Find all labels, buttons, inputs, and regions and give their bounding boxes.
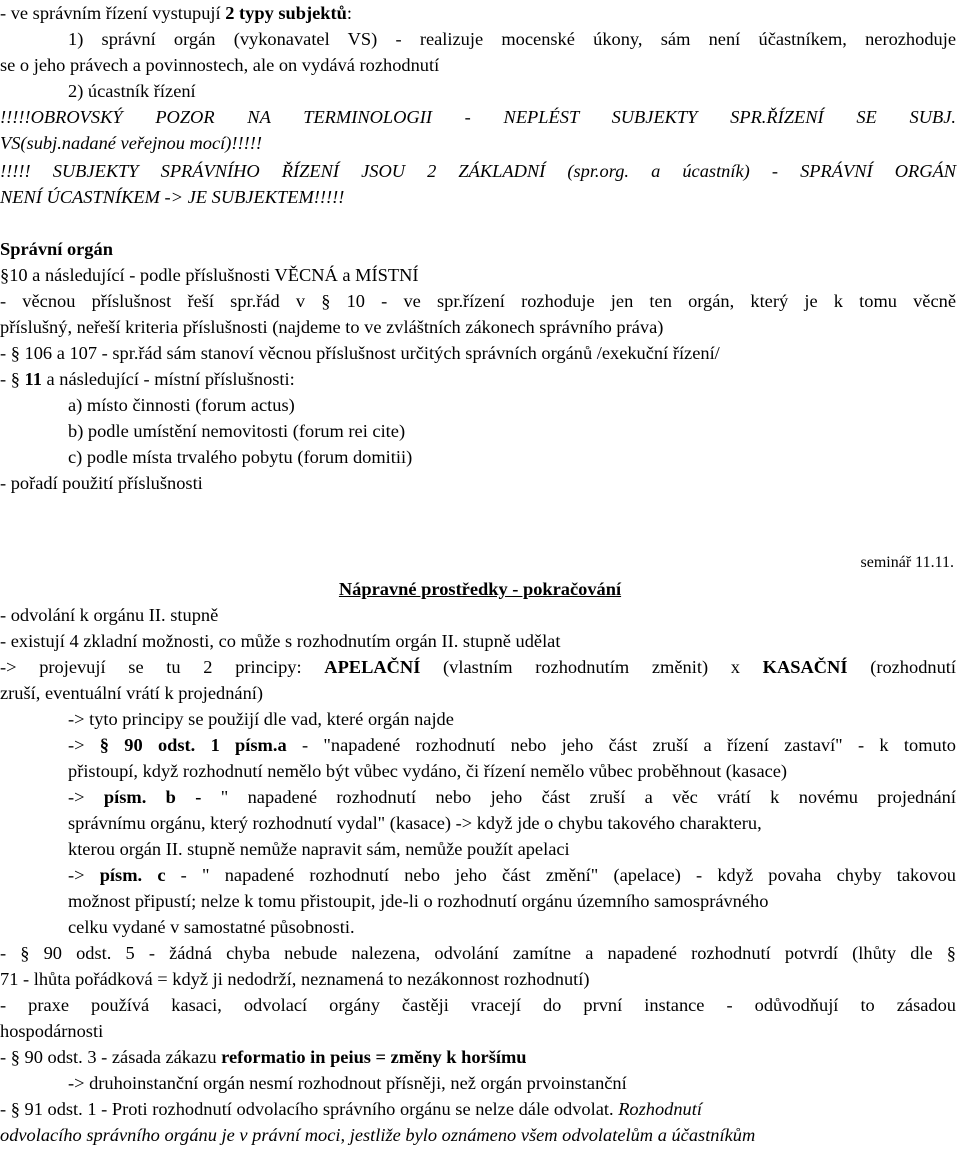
text-line: 71 - lhůta pořádková = když ji nedodrží, neznamená to nezákonnost rozhodnutí) bbox=[0, 969, 590, 989]
text-run: " napadené rozhodnutí nebo jeho část zruší a věc vrátí k novému projednání bbox=[201, 787, 956, 807]
text-line: - praxe používá kasaci, odvolací orgány častěji vracejí do první instance - odůvodňují to zásadou bbox=[0, 995, 956, 1015]
bold-run: 2 typy subjektů bbox=[225, 3, 347, 23]
warning-line: !!!!! SUBJEKTY SPRÁVNÍHO ŘÍZENÍ JSOU 2 ZÁKLADNÍ (spr.org. a úcastník) - SPRÁVNÍ ORGÁN bbox=[0, 161, 956, 181]
text-line bbox=[0, 1096, 960, 1122]
text-line: odvolacího správního orgánu je v právní moci, jestliže bylo oznámeno všem odvolatelům a účastníkům bbox=[0, 1125, 756, 1145]
text-run: - § 90 odst. 3 - zásada zákazu bbox=[0, 1047, 222, 1067]
warning-line: !!!!!OBROVSKÝ POZOR NA TERMINOLOGII - NEPLÉST SUBJEKTY SPR.ŘÍZENÍ SE SUBJ. bbox=[0, 107, 956, 127]
section-heading: Správní orgán bbox=[0, 239, 113, 259]
text-line: příslušný, neřeší kriteria příslušnosti (najdeme to ve zvláštních zákonech správního práva) bbox=[0, 317, 664, 337]
text-run: - § 91 odst. 1 - Proti rozhodnutí odvolacího správního orgánu se nelze dále odvolat. bbox=[0, 1099, 619, 1119]
text-line bbox=[68, 784, 956, 810]
text-run: -> projevují se tu 2 principy: bbox=[0, 657, 325, 677]
text-line: přistoupí, když rozhodnutí nemělo být vůbec vydáno, či řízení nemělo vůbec proběhnout (kasace) bbox=[68, 761, 788, 781]
text-line: §10 a následující - podle příslušnosti VĚCNÁ a MÍSTNÍ bbox=[0, 265, 419, 285]
text-line: - pořadí použití příslušnosti bbox=[0, 473, 203, 493]
text-line: zruší, eventuální vrátí k projednání) bbox=[0, 683, 264, 703]
text-line: -> tyto principy se použijí dle vad, které orgán najde bbox=[68, 709, 454, 729]
text-line: - § 106 a 107 - spr.řád sám stanoví věcnou příslušnost určitých správních orgánů /exekuční řízení/ bbox=[0, 343, 720, 363]
text-line: - věcnou příslušnost řeší spr.řád v § 10 - ve spr.řízení rozhoduje jen ten orgán, který je k tomu věcně bbox=[0, 291, 956, 311]
text-line: - odvolání k orgánu II. stupně bbox=[0, 605, 219, 625]
bold-run: § 90 odst. 1 písm.a bbox=[99, 735, 287, 755]
text-line: 1) správní orgán (vykonavatel VS) - realizuje mocenské úkony, sám není účastníkem, nerozhoduje bbox=[68, 29, 956, 49]
text-line: hospodárnosti bbox=[0, 1021, 104, 1041]
text-run: (rozhodnutí bbox=[847, 657, 956, 677]
bold-run: KASAČNÍ bbox=[762, 657, 848, 677]
text-line: možnost připustí; nelze k tomu přistoupit, jde-li o rozhodnutí orgánu územního samosprávného bbox=[68, 891, 769, 911]
text-run: - § bbox=[0, 369, 25, 389]
text-line bbox=[68, 732, 956, 758]
text-line: celku vydané v samostatné působnosti. bbox=[68, 917, 355, 937]
italic-run: Rozhodnutí bbox=[618, 1099, 702, 1119]
bold-run: písm. c bbox=[99, 865, 166, 885]
text-line: správnímu orgánu, který rozhodnutí vydal" (kasace) -> když jde o chybu takového charakteru, bbox=[68, 813, 762, 833]
bold-run: reformatio in peius = změny k horšímu bbox=[221, 1047, 527, 1067]
text-line: - existují 4 zkladní možnosti, co může s rozhodnutím orgán II. stupně udělat bbox=[0, 631, 561, 651]
text-run: -> bbox=[68, 787, 104, 807]
list-item: b) podle umístění nemovitosti (forum rei cite) bbox=[68, 421, 406, 441]
text-line: 2) úcastník řízení bbox=[68, 81, 196, 101]
warning-line: NENÍ ÚCASTNÍKEM -> JE SUBJEKTEM!!!!! bbox=[0, 187, 345, 207]
text-line: - § 90 odst. 5 - žádná chyba nebude nalezena, odvolání zamítne a napadené rozhodnutí potvrdí (lhůty dle § bbox=[0, 943, 956, 963]
text-run: (vlastním rozhodnutím změnit) x bbox=[420, 657, 763, 677]
text-line bbox=[68, 862, 956, 888]
text-run: : bbox=[346, 3, 352, 23]
section-heading: Nápravné prostředky - pokračování bbox=[338, 579, 622, 599]
warning-line: VS(subj.nadané veřejnou mocí)!!!!! bbox=[0, 133, 262, 153]
text-run: - "napadené rozhodnutí nebo jeho část zruší a řízení zastaví" - k tomuto bbox=[286, 735, 956, 755]
seminar-date: seminář 11.11. bbox=[860, 554, 954, 571]
text-line: -> druhoinstanční orgán nesmí rozhodnout přísněji, než orgán prvoinstanční bbox=[68, 1073, 627, 1093]
bold-run: písm. b - bbox=[103, 787, 202, 807]
text-run: a následující - místní příslušnosti: bbox=[41, 369, 295, 389]
text-line bbox=[0, 0, 960, 26]
bold-run: APELAČNÍ bbox=[324, 657, 421, 677]
list-item: a) místo činnosti (forum actus) bbox=[68, 395, 295, 415]
text-run: - " napadené rozhodnutí nebo jeho část změní" (apelace) - když povaha chyby takovou bbox=[165, 865, 956, 885]
text-run: -> bbox=[68, 735, 100, 755]
list-item: c) podle místa trvalého pobytu (forum domitii) bbox=[68, 447, 413, 467]
bold-run: 11 bbox=[24, 369, 42, 389]
text-run: - ve správním řízení vystupují bbox=[0, 3, 226, 23]
text-run: -> bbox=[68, 865, 100, 885]
text-line bbox=[0, 366, 960, 392]
text-line bbox=[0, 654, 956, 680]
text-line bbox=[0, 1044, 960, 1070]
text-line: kterou orgán II. stupně nemůže napravit sám, nemůže použít apelaci bbox=[68, 839, 570, 859]
text-line: se o jeho právech a povinnostech, ale on vydává rozhodnutí bbox=[0, 55, 440, 75]
